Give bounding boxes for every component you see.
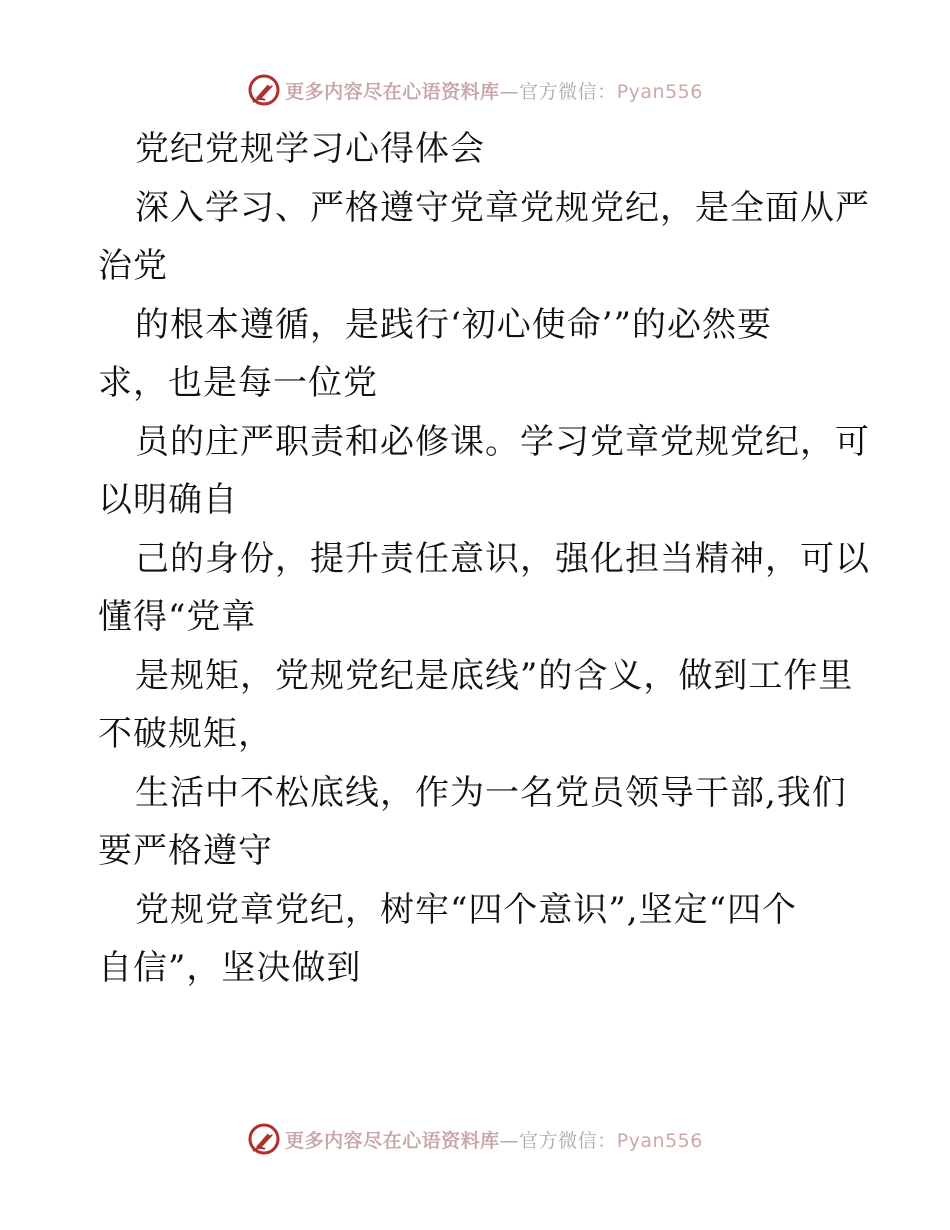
text-line: 深入学习、严格遵守党章党规党纪，是全面从严 xyxy=(135,187,870,228)
watermark-text xyxy=(285,77,703,104)
footer-watermark-banner xyxy=(0,1119,950,1159)
watermark-wechat-id: Pyan556 xyxy=(616,1129,703,1152)
text-line: 要严格遵守 xyxy=(98,831,273,871)
text-line: 党规党章党纪，树牢“四个意识”,坚定“四个 xyxy=(135,889,797,930)
pen-nib-logo-icon xyxy=(247,73,281,107)
document-body xyxy=(98,120,870,998)
document-title: 党纪党规学习心得体会 xyxy=(135,129,485,169)
watermark-main-text: 更多内容尽在心语资料库 xyxy=(285,1129,500,1152)
text-line: 员的庄严职责和必修课。学习党章党规党纪，可 xyxy=(135,421,870,462)
watermark-wechat-label: 官方微信： xyxy=(519,80,617,103)
text-line: 己的身份，提升责任意识，强化担当精神，可以 xyxy=(135,538,870,579)
pen-nib-logo-icon xyxy=(247,1122,281,1156)
text-line: 是规矩，党规党纪是底线”的含义，做到工作里 xyxy=(135,655,854,696)
text-line: 求，也是每一位党 xyxy=(98,363,378,403)
watermark-wechat-label: 官方微信： xyxy=(519,1129,617,1152)
watermark-dash: — xyxy=(499,80,520,103)
text-line: 治党 xyxy=(98,246,168,286)
text-line: 不破规矩， xyxy=(98,714,273,754)
text-line: 生活中不松底线，作为一名党员领导干部,我们 xyxy=(135,772,847,813)
watermark-main-text: 更多内容尽在心语资料库 xyxy=(285,80,500,103)
watermark-text xyxy=(285,1126,703,1153)
text-line: 以明确自 xyxy=(98,480,238,520)
text-line: 懂得“党章 xyxy=(98,597,257,637)
header-watermark-banner xyxy=(0,70,950,110)
text-line: 自信”，坚决做到 xyxy=(98,948,362,988)
watermark-dash: — xyxy=(499,1129,520,1152)
text-line: 的根本遵循，是践行‘初心使命’”的必然要 xyxy=(135,304,772,345)
watermark-wechat-id: Pyan556 xyxy=(616,80,703,103)
